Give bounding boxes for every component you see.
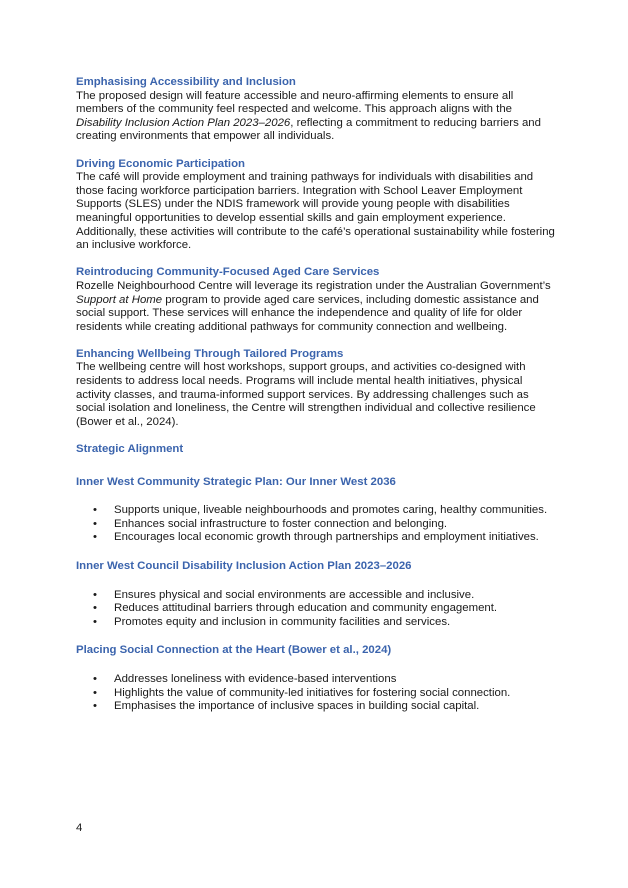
- body-text: The proposed design will feature accessible and neuro-affirming elements to ensure all members of the community feel respected and welcome. This approach aligns with the: [76, 89, 514, 116]
- section-body: The café will provide employment and training pathways for individuals with disabilities and those facing workforce participation barriers. Integration with School Leaver Employment Supports (SLES) under the NDIS framework will provide young people with disabilities meaningful opportunities to develop essential skills and gain employment experience. Additionally, these activities will contribute to the café’s operational sustainability while fostering an inclusive workforce.: [76, 171, 555, 252]
- list-item: • Enhances social infrastructure to foster connection and belonging.: [76, 518, 556, 532]
- section-heading: Emphasising Accessibility and Inclusion: [76, 76, 296, 88]
- section-body: [76, 280, 556, 334]
- body-text: program to provide aged care services, including domestic assistance and social support. These services will enhance the independence and quality of life for older residents while creating additional pathways for community connection and wellbeing.: [76, 293, 539, 333]
- section-aged-care: [76, 266, 556, 334]
- alignment-list: [76, 504, 556, 545]
- section-wellbeing: [76, 348, 556, 430]
- section-accessibility: [76, 76, 556, 144]
- list-item: • Promotes equity and inclusion in community facilities and services.: [76, 616, 556, 630]
- list-item: • Addresses loneliness with evidence-based interventions: [76, 673, 556, 687]
- list-item: • Emphasises the importance of inclusive spaces in building social capital.: [76, 700, 556, 714]
- section-heading: Reintroducing Community-Focused Aged Care Services: [76, 266, 380, 279]
- section-economic: [76, 158, 556, 253]
- strategic-alignment-title: Strategic Alignment: [76, 443, 184, 456]
- page-number: 4: [76, 822, 83, 834]
- alignment-heading: Placing Social Connection at the Heart (Bower et al., 2024): [76, 644, 392, 657]
- alignment-heading: Inner West Council Disability Inclusion Action Plan 2023–2026: [76, 560, 412, 572]
- section-heading: Enhancing Wellbeing Through Tailored Programs: [76, 347, 344, 360]
- section-body: The wellbeing centre will host workshops, support groups, and activities co-designed with residents to address local needs. Programs will include mental health initiatives, physical activity classes, and trauma-informed support services. By addressing challenges such as social isolation and loneliness, the Centre will strengthen individual and collective resilience (Bower et al., 2024).: [76, 361, 536, 428]
- list-item: • Highlights the value of community-led initiatives for fostering social connection.: [76, 687, 556, 701]
- section-heading: Driving Economic Participation: [76, 157, 245, 170]
- list-item: • Supports unique, liveable neighbourhoods and promotes caring, healthy communities.: [76, 504, 556, 518]
- list-item: • Reduces attitudinal barriers through education and community engagement.: [76, 602, 556, 616]
- program-name-italic: Support at Home: [76, 293, 163, 306]
- plan-title-italic: Disability Inclusion Action Plan 2023–2026: [76, 116, 291, 129]
- list-item: • Ensures physical and social environments are accessible and inclusive.: [76, 589, 556, 603]
- alignment-heading: Inner West Community Strategic Plan: Our Inner West 2036: [76, 475, 396, 488]
- document-page: [76, 76, 556, 729]
- alignment-list: [76, 673, 556, 714]
- section-body: [76, 90, 556, 144]
- list-item: • Encourages local economic growth through partnerships and employment initiatives.: [76, 531, 556, 545]
- body-text: Rozelle Neighbourhood Centre will leverage its registration under the Australian Government’s: [76, 279, 551, 292]
- alignment-list: [76, 589, 556, 630]
- body-text: , reflecting a commitment to reducing barriers and creating environments that empower all individuals.: [76, 116, 541, 143]
